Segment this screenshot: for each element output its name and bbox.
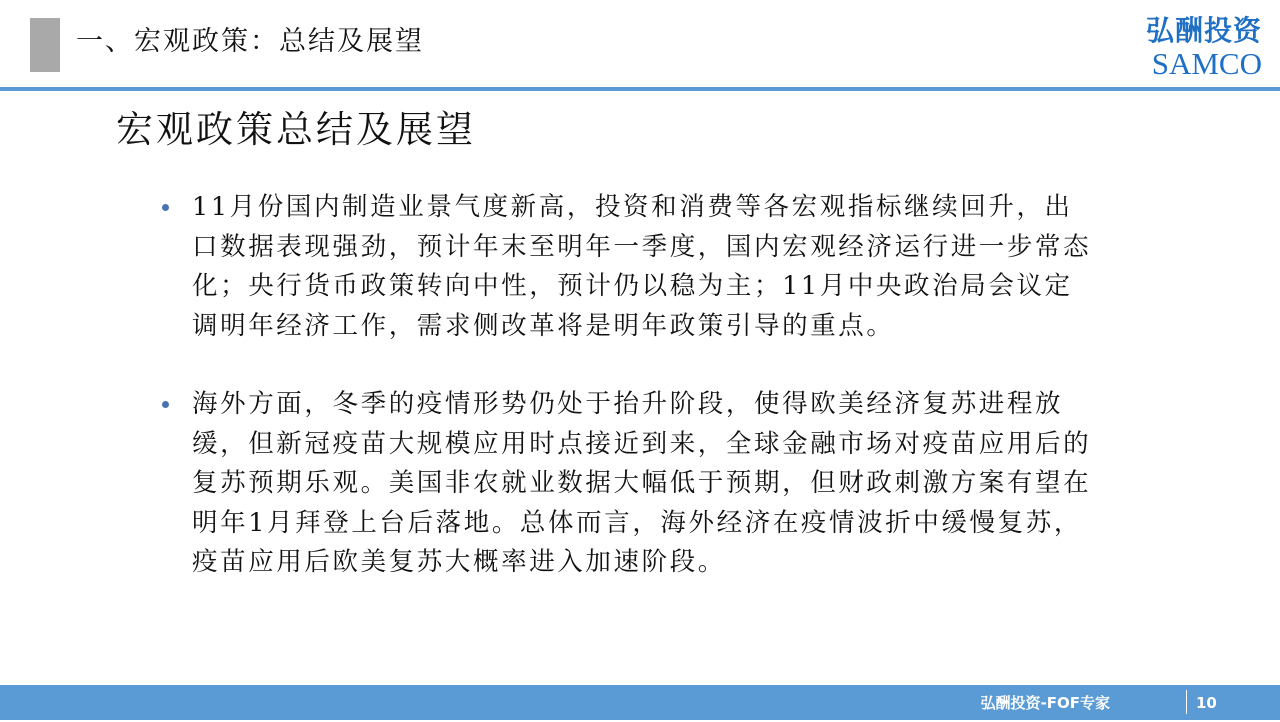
bullet-text: 11月份国内制造业景气度新高，投资和消费等各宏观指标继续回升，出口数据表现强劲，预计年末至明年一季度，国内宏观经济运行进一步常态化；央行货币政策转向中性，预计仍以稳为主；11月中央政治局会议定调明年经济工作，需求侧改革将是明年政策引导的重点。 <box>192 192 1092 341</box>
page-title: 一、宏观政策：总结及展望 <box>76 26 424 57</box>
bullet-list <box>158 188 1098 583</box>
section-heading: 宏观政策总结及展望 <box>116 108 476 151</box>
logo-chinese-text: 弘酬投资 <box>1145 14 1262 47</box>
footer-label: 弘酬投资-FOF专家 <box>980 694 1110 712</box>
header-marker <box>30 18 60 72</box>
footer-bar <box>0 685 1280 720</box>
page-number: 10 <box>1196 694 1217 712</box>
company-logo <box>1122 14 1262 82</box>
bullet-text: 海外方面，冬季的疫情形势仍处于抬升阶段，使得欧美经济复苏进程放缓，但新冠疫苗大规模应用时点接近到来，全球金融市场对疫苗应用后的复苏预期乐观。美国非农就业数据大幅低于预期，但财政刺激方案有望在明年1月拜登上台后落地。总体而言，海外经济在疫情波折中缓慢复苏，疫苗应用后欧美复苏大概率进入加速阶段。 <box>192 389 1092 577</box>
bullet-dot-icon <box>162 401 169 408</box>
logo-english-text: SAMCO <box>1151 46 1262 81</box>
bullet-item-overseas <box>158 385 1098 583</box>
bullet-item-domestic <box>158 188 1098 346</box>
header-divider <box>0 87 1280 91</box>
bullet-dot-icon <box>162 204 169 211</box>
footer-divider <box>1186 690 1187 714</box>
